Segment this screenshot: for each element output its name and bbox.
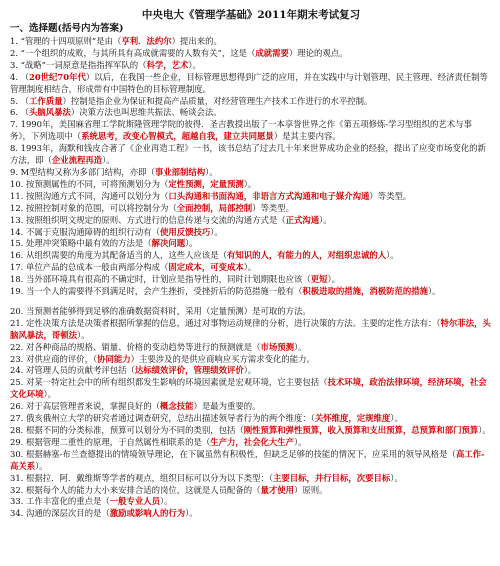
question-item: [10, 96, 492, 108]
question-item: [10, 365, 492, 377]
question-text: 8. 1993年，海默和钱皮合著了《企业再造工程》一书，该书总结了过去几十年来世界成功企业的经验，提出了应变市场变化的新方法，即（: [10, 143, 486, 166]
question-text: 17. 单位产品的总成本一般由两部分构成（: [10, 262, 169, 273]
answer-text: 协同能力: [97, 353, 131, 364]
question-text: 6. （: [10, 107, 30, 118]
question-text: 13. 按照组织明文规定的原则、方式进行的信息传递与交流的沟通方式是（: [10, 214, 286, 225]
answer-text: 科学，艺术: [146, 59, 189, 70]
answer-text: 特尔菲法，头脑风暴法，哥顿法: [10, 317, 491, 340]
answer-text: 系统思考，改变心智模式，超越自我，建立共同愿景: [81, 131, 274, 142]
paragraph-gap: [10, 298, 492, 306]
question-text: 25. 对某一特定社会中的所有组织都发生影响的环境因素就是宏观环境，它主要包括（: [10, 377, 328, 388]
question-text: 21. 定性决策方法是决策者根据所掌握的信息，通过对事物运动规律的分析，进行决策的方法。主要的定性方法有：（: [10, 317, 441, 328]
answer-text: 定性预测，定量预测: [168, 178, 244, 189]
page-title: 中央电大《管理学基础》2011年期末考试复习: [141, 9, 361, 21]
question-item: [10, 60, 492, 72]
answer-text: 亨利．法约尔: [121, 36, 172, 46]
answer-text: 一般专业人员: [109, 496, 160, 507]
question-text: ）。: [327, 274, 341, 285]
question-text: ）等类型。: [252, 202, 294, 213]
question-text: ）理论的观点。: [288, 47, 348, 58]
answer-text: 全面控制，局部控制: [176, 202, 253, 213]
question-text: ）。: [102, 155, 115, 166]
question-text: ）。: [205, 166, 218, 177]
question-text: ）。: [243, 365, 257, 376]
answer-text: 概念技能: [159, 401, 194, 412]
answer-text: 主要目标，并行目标，次要目标: [273, 472, 391, 483]
question-item: [10, 72, 492, 96]
answer-text: 使用反馈技巧: [159, 226, 211, 237]
question-text: 12. 按照控制对象的范围，可以将控制分为（: [10, 202, 177, 213]
question-text: 7. 1990年，美国麻省理工学院斯隆管理学院的彼得．圣吉教授出版了一本享誉世界之作《第五项修炼-学习型组织的艺术与事务》，下列选项中（: [10, 119, 472, 142]
answer-text: 有知识的人，有能力的人，对组织忠诚的人: [226, 250, 387, 261]
question-text: 9. M型结构又称为多部门结构，亦即（: [10, 166, 155, 177]
question-item: [10, 238, 492, 250]
question-text: ）等类型。: [369, 190, 412, 201]
question-text: 26. 对于高层管理者来说，掌握良好的（: [10, 401, 160, 412]
question-text: 14. 不属于克服沟通障碍的组织行动有（: [10, 226, 160, 237]
question-text: 22. 对各种商品的规格、销量、价格的变动趋势等进行的预测就是（: [10, 341, 261, 352]
question-item: [10, 203, 492, 215]
question-text: ）。: [185, 508, 198, 519]
question-item: [10, 191, 492, 203]
question-text: ）。: [478, 425, 491, 435]
answer-text: 刚性预算和弹性预算，收入预算和支出预算，总预算和部门预算: [243, 425, 479, 435]
question-text: ）。: [159, 496, 173, 507]
question-text: ）。: [188, 59, 201, 70]
question-item: [10, 485, 492, 497]
question-text: ）。: [77, 329, 90, 340]
question-text: ）。: [293, 436, 307, 447]
question-item: [10, 107, 492, 119]
answer-text: 技术环境，政治法律环境，经济环境，社会文化环境: [10, 377, 487, 400]
question-item: [10, 179, 492, 191]
answer-text: 头脑风暴法: [29, 107, 71, 118]
question-text: 24. 对管理人员的贡献考评包括（: [10, 365, 135, 376]
question-text: ）。: [427, 286, 441, 297]
answer-text: 事业部制结构: [154, 166, 206, 177]
answer-text: 生产力，社会化大生产: [210, 436, 294, 447]
question-item: [10, 318, 492, 342]
answer-text: 积极进取的措施，消极防范的措施: [302, 286, 428, 297]
question-text: 16. 从组织需要的角度为其配备适当的人，这些人应该是（: [10, 250, 227, 261]
question-text: 29. 根据管理二重性的原理，于自然属性相联系的是（: [10, 436, 211, 447]
question-text: ）原则。: [293, 484, 328, 495]
question-text: 4. （: [10, 71, 30, 82]
answer-text: 成就需要: [255, 47, 289, 58]
question-text: 11. 按照沟通方式不同，沟通可以划分为（: [10, 190, 169, 201]
question-text: 32. 根据每个人的能力大小来安排合适的岗位，这就是人员配备的（: [10, 484, 261, 495]
answer-text: 激励或影响人的行为: [109, 508, 186, 519]
question-text: 2. “一个组织的成败，与其所具有高成就需要的人数有关”，这是（: [10, 47, 256, 58]
question-item: [10, 274, 492, 286]
question-text: ）。: [185, 238, 198, 249]
question-list: [10, 36, 492, 520]
question-text: ）决策方法也叫思维共振法、畅谈会法。: [70, 107, 222, 118]
question-text: 3. “战略”一词原意是指指挥军队的（: [10, 59, 147, 70]
question-item: [10, 342, 492, 354]
question-item: [10, 143, 492, 167]
answer-text: 企业流程再造: [51, 155, 103, 166]
question-text: 20. 当预测者能够得到足够的准确数据资料时，采用（定量预测）是可取的方法。: [10, 305, 311, 316]
question-text: 31. 根据拉．阿．戴维斯等学者的观点，组织目标可以分为以下类型：（: [10, 472, 274, 483]
question-item: [10, 48, 492, 60]
question-item: [10, 413, 492, 425]
question-text: 28. 根据不同的分类标准，预算可以划分为不同的类别，包括（: [10, 425, 244, 435]
question-item: [10, 473, 492, 485]
question-item: [10, 425, 492, 437]
question-item: [10, 496, 492, 508]
answer-text: 正式沟通: [285, 214, 320, 225]
question-text: 1. “管理的十四项原则”是由（: [10, 36, 122, 46]
question-text: ）控制是指企业为保证和提高产品质量，对经营管理生产技术工作进行的水平控制。: [62, 95, 373, 106]
question-text: 10. 按预测属性的不同，可将预测划分为（: [10, 178, 169, 189]
question-text: ）。: [243, 178, 257, 189]
question-item: [10, 215, 492, 227]
question-item: [10, 119, 492, 143]
question-text: ）。: [35, 460, 48, 471]
question-item: [10, 36, 492, 48]
question-item: [10, 449, 492, 473]
question-text: ）。: [293, 341, 307, 352]
question-item: [10, 262, 492, 274]
question-text: ）提出来的。: [171, 36, 222, 46]
answer-text: 口头沟通和书面沟通，非语言方式沟通和电子媒介沟通: [168, 190, 370, 201]
question-text: 27. 俄亥俄州立大学的研究者通过调查研究，总结出描述领导者行为的两个维度：（: [10, 413, 315, 424]
question-item: [10, 286, 492, 298]
answer-text: 解决问题: [151, 238, 186, 249]
question-item: [10, 306, 492, 318]
question-text: ）以后，在我国一些企业，目标管理思想得到广泛的应用，并在实践中与计划管理、民主管理、经济责任制等管理制度相结合，形成带有中国特色的目标管理制度。: [10, 71, 488, 94]
question-text: ）。: [243, 262, 257, 273]
question-text: ）。: [43, 389, 57, 400]
answer-text: 量才使用: [260, 484, 294, 495]
question-text: 34. 沟通的深层次目的是（: [10, 508, 110, 519]
question-text: ）是其主要内容。: [273, 131, 341, 142]
answer-text: 关怀维度，定规维度: [314, 413, 391, 424]
answer-text: 固定成本，可变成本: [168, 262, 244, 273]
question-text: ）。: [210, 226, 223, 237]
question-item: [10, 354, 492, 366]
question-text: ）。: [390, 413, 403, 424]
question-text: 5. （: [10, 95, 30, 106]
question-item: [10, 377, 492, 401]
question-text: 33. 工作丰富化的重点是（: [10, 496, 110, 507]
question-text: 15. 处理冲突策略中最有效的方法是（: [10, 238, 152, 249]
answer-text: 达标绩效评价，管理绩效评价: [134, 365, 244, 376]
question-item: [10, 508, 492, 520]
question-text: 19. 当一个人的需要得不到满足时，会产生挫折，受挫折后的防范措施一般有（: [10, 286, 303, 297]
answer-text: 20世纪70年代: [29, 71, 86, 82]
question-text: ）是最为重要的。: [193, 401, 261, 412]
section-heading: 一、选择题(括号内为答案): [10, 23, 124, 34]
question-text: ）。: [390, 472, 403, 483]
question-text: 30. 根据赫塞-布兰查德提出的情境领导理论，在下属虽然有积极性，但缺乏足够的技能的情况下，应采用的领导风格是（: [10, 448, 456, 459]
answer-text: 市场预测: [260, 341, 294, 352]
answer-text: 工作质量: [29, 95, 63, 106]
question-item: [10, 227, 492, 239]
question-item: [10, 250, 492, 262]
question-text: ）。: [319, 214, 332, 225]
question-item: [10, 167, 492, 179]
answer-text: 更短: [310, 274, 328, 285]
answer-text: 高工作-高关系: [10, 448, 485, 471]
question-text: 18. 当外部环境具有很高的不确定时，计划应是指导性的，同时计划期限也应该（: [10, 274, 311, 285]
question-item: [10, 401, 492, 413]
question-text: 23. 对供应商的评价，（: [10, 353, 98, 364]
question-text: ）主要涉及的是供应商响应买方需求变化的能力。: [130, 353, 315, 364]
question-item: [10, 437, 492, 449]
question-text: ）。: [386, 250, 399, 261]
